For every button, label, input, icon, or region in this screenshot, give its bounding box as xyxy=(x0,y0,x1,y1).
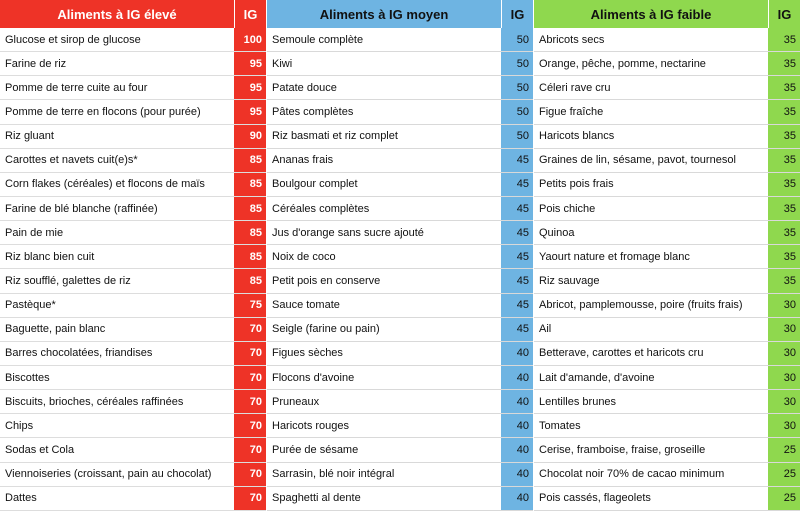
food-name: Abricots secs xyxy=(539,33,605,46)
table-row xyxy=(534,100,800,124)
ig-value: 25 xyxy=(768,463,800,486)
food-name: Petit pois en conserve xyxy=(272,274,381,287)
ig-value: 50 xyxy=(501,52,533,75)
food-name: Spaghetti al dente xyxy=(272,492,361,505)
ig-value: 35 xyxy=(768,197,800,220)
ig-value: 35 xyxy=(768,149,800,172)
food-name: Figue fraîche xyxy=(539,105,604,118)
low-ig-panel xyxy=(534,0,800,511)
ig-value: 85 xyxy=(234,149,266,172)
table-row xyxy=(0,28,266,52)
ig-value: 85 xyxy=(234,173,266,196)
food-name: Haricots blancs xyxy=(539,130,615,143)
food-name: Céréales complètes xyxy=(272,202,370,215)
food-name: Pâtes complètes xyxy=(272,105,354,118)
food-name: Petits pois frais xyxy=(539,178,614,191)
table-row xyxy=(267,414,533,438)
table-row xyxy=(534,76,800,100)
table-row xyxy=(534,28,800,52)
food-name: Carottes et navets cuit(e)s* xyxy=(5,154,138,167)
ig-value: 50 xyxy=(501,125,533,148)
table-row xyxy=(0,197,266,221)
low-ig-column-label: IG xyxy=(768,0,800,28)
table-row xyxy=(534,294,800,318)
table-row xyxy=(534,463,800,487)
food-name: Semoule complète xyxy=(272,33,364,46)
medium-ig-title: Aliments à IG moyen xyxy=(267,0,501,28)
high-ig-column-label: IG xyxy=(234,0,266,28)
table-row xyxy=(0,125,266,149)
food-name: Seigle (farine ou pain) xyxy=(272,323,380,336)
ig-value: 70 xyxy=(234,414,266,437)
food-name: Barres chocolatées, friandises xyxy=(5,347,153,360)
table-row xyxy=(267,294,533,318)
ig-value: 100 xyxy=(234,28,266,51)
medium-ig-panel xyxy=(267,0,533,511)
food-name: Biscottes xyxy=(5,371,50,384)
food-name: Chocolat noir 70% de cacao minimum xyxy=(539,468,725,481)
ig-value: 40 xyxy=(501,463,533,486)
ig-value: 35 xyxy=(768,125,800,148)
table-row xyxy=(0,318,266,342)
low-ig-rows xyxy=(534,28,800,511)
table-row xyxy=(0,100,266,124)
ig-value: 45 xyxy=(501,294,533,317)
ig-value: 95 xyxy=(234,76,266,99)
ig-value: 25 xyxy=(768,438,800,461)
table-row xyxy=(267,221,533,245)
ig-value: 70 xyxy=(234,390,266,413)
table-row xyxy=(267,463,533,487)
ig-value: 50 xyxy=(501,28,533,51)
table-row xyxy=(0,221,266,245)
table-row xyxy=(267,173,533,197)
food-name: Farine de blé blanche (raffinée) xyxy=(5,202,158,215)
ig-value: 30 xyxy=(768,366,800,389)
table-row xyxy=(0,414,266,438)
ig-value: 50 xyxy=(501,100,533,123)
food-name: Boulgour complet xyxy=(272,178,358,191)
ig-value: 70 xyxy=(234,487,266,510)
food-name: Riz gluant xyxy=(5,130,54,143)
ig-value: 30 xyxy=(768,318,800,341)
table-row xyxy=(267,366,533,390)
food-name: Purée de sésame xyxy=(272,443,359,456)
ig-value: 45 xyxy=(501,221,533,244)
ig-value: 40 xyxy=(501,366,533,389)
food-name: Pois cassés, flageolets xyxy=(539,492,651,505)
table-row xyxy=(267,52,533,76)
table-row xyxy=(0,149,266,173)
high-ig-rows xyxy=(0,28,266,511)
table-row xyxy=(534,487,800,511)
food-name: Riz sauvage xyxy=(539,274,600,287)
table-row xyxy=(0,366,266,390)
ig-value: 30 xyxy=(768,342,800,365)
ig-value: 70 xyxy=(234,463,266,486)
food-name: Tomates xyxy=(539,419,581,432)
ig-value: 35 xyxy=(768,76,800,99)
food-name: Pain de mie xyxy=(5,226,64,239)
table-row xyxy=(267,76,533,100)
table-row xyxy=(267,269,533,293)
table-row xyxy=(0,52,266,76)
food-name: Pastèque* xyxy=(5,299,56,312)
ig-value: 70 xyxy=(234,342,266,365)
food-name: Viennoiseries (croissant, pain au chocolat) xyxy=(5,468,212,481)
ig-value: 25 xyxy=(768,487,800,510)
high-ig-panel xyxy=(0,0,266,511)
ig-value: 40 xyxy=(501,342,533,365)
table-row xyxy=(534,342,800,366)
ig-value: 45 xyxy=(501,245,533,268)
ig-value: 90 xyxy=(234,125,266,148)
table-row xyxy=(534,221,800,245)
ig-value: 40 xyxy=(501,487,533,510)
table-row xyxy=(534,318,800,342)
food-name: Sarrasin, blé noir intégral xyxy=(272,468,395,481)
table-row xyxy=(267,100,533,124)
food-name: Haricots rouges xyxy=(272,419,350,432)
low-ig-header xyxy=(534,0,800,28)
medium-ig-column-label: IG xyxy=(501,0,533,28)
food-name: Céleri rave cru xyxy=(539,81,611,94)
ig-value: 35 xyxy=(768,245,800,268)
ig-value: 45 xyxy=(501,318,533,341)
table-row xyxy=(267,149,533,173)
food-name: Quinoa xyxy=(539,226,575,239)
food-name: Lait d'amande, d'avoine xyxy=(539,371,655,384)
table-row xyxy=(534,366,800,390)
table-row xyxy=(0,245,266,269)
food-name: Baguette, pain blanc xyxy=(5,323,106,336)
table-row xyxy=(0,342,266,366)
ig-value: 50 xyxy=(501,76,533,99)
food-name: Yaourt nature et fromage blanc xyxy=(539,250,690,263)
food-name: Dattes xyxy=(5,492,37,505)
ig-value: 40 xyxy=(501,414,533,437)
ig-value: 70 xyxy=(234,318,266,341)
food-name: Glucose et sirop de glucose xyxy=(5,33,141,46)
food-name: Riz blanc bien cuit xyxy=(5,250,95,263)
table-row xyxy=(267,342,533,366)
food-name: Riz basmati et riz complet xyxy=(272,130,398,143)
food-name: Lentilles brunes xyxy=(539,395,617,408)
ig-value: 85 xyxy=(234,197,266,220)
medium-ig-rows xyxy=(267,28,533,511)
food-name: Pois chiche xyxy=(539,202,596,215)
ig-value: 95 xyxy=(234,52,266,75)
food-name: Kiwi xyxy=(272,57,293,70)
food-name: Chips xyxy=(5,419,34,432)
table-row xyxy=(0,487,266,511)
food-name: Figues sèches xyxy=(272,347,343,360)
ig-value: 35 xyxy=(768,100,800,123)
ig-value: 45 xyxy=(501,197,533,220)
ig-value: 85 xyxy=(234,221,266,244)
table-row xyxy=(534,149,800,173)
food-name: Ail xyxy=(539,323,552,336)
ig-value: 70 xyxy=(234,438,266,461)
ig-value: 70 xyxy=(234,366,266,389)
table-row xyxy=(534,245,800,269)
food-name: Orange, pêche, pomme, nectarine xyxy=(539,57,706,70)
ig-value: 85 xyxy=(234,245,266,268)
table-row xyxy=(267,245,533,269)
ig-value: 35 xyxy=(768,221,800,244)
ig-value: 35 xyxy=(768,269,800,292)
ig-value: 45 xyxy=(501,149,533,172)
table-row xyxy=(534,414,800,438)
medium-ig-header xyxy=(267,0,533,28)
food-name: Ananas frais xyxy=(272,154,334,167)
table-row xyxy=(0,173,266,197)
ig-value: 35 xyxy=(768,173,800,196)
table-row xyxy=(267,438,533,462)
table-row xyxy=(534,390,800,414)
ig-value: 35 xyxy=(768,28,800,51)
table-row xyxy=(0,76,266,100)
food-name: Betterave, carottes et haricots cru xyxy=(539,347,704,360)
food-name: Corn flakes (céréales) et flocons de maïs xyxy=(5,178,205,191)
ig-value: 30 xyxy=(768,390,800,413)
table-row xyxy=(267,28,533,52)
ig-value: 85 xyxy=(234,269,266,292)
food-name: Flocons d'avoine xyxy=(272,371,355,384)
table-row xyxy=(0,294,266,318)
table-row xyxy=(0,269,266,293)
table-row xyxy=(267,318,533,342)
table-row xyxy=(534,125,800,149)
ig-value: 40 xyxy=(501,438,533,461)
ig-value: 40 xyxy=(501,390,533,413)
food-name: Abricot, pamplemousse, poire (fruits frais) xyxy=(539,299,743,312)
food-name: Noix de coco xyxy=(272,250,336,263)
low-ig-title: Aliments à IG faible xyxy=(534,0,768,28)
food-name: Sauce tomate xyxy=(272,299,340,312)
table-row xyxy=(267,390,533,414)
table-row xyxy=(534,438,800,462)
food-name: Biscuits, brioches, céréales raffinées xyxy=(5,395,184,408)
food-name: Patate douce xyxy=(272,81,337,94)
table-row xyxy=(534,269,800,293)
high-ig-title: Aliments à IG élevé xyxy=(0,0,234,28)
table-row xyxy=(0,438,266,462)
table-row xyxy=(534,52,800,76)
table-row xyxy=(0,390,266,414)
high-ig-header xyxy=(0,0,266,28)
ig-value: 95 xyxy=(234,100,266,123)
ig-value: 30 xyxy=(768,414,800,437)
food-name: Pomme de terre cuite au four xyxy=(5,81,148,94)
table-row xyxy=(267,487,533,511)
ig-value: 30 xyxy=(768,294,800,317)
food-name: Cerise, framboise, fraise, groseille xyxy=(539,443,706,456)
food-name: Graines de lin, sésame, pavot, tournesol xyxy=(539,154,736,167)
food-name: Riz soufflé, galettes de riz xyxy=(5,274,131,287)
ig-value: 35 xyxy=(768,52,800,75)
food-name: Pruneaux xyxy=(272,395,320,408)
ig-value: 75 xyxy=(234,294,266,317)
table-row xyxy=(0,463,266,487)
food-name: Sodas et Cola xyxy=(5,443,75,456)
table-row xyxy=(267,197,533,221)
table-row xyxy=(267,125,533,149)
food-name: Pomme de terre en flocons (pour purée) xyxy=(5,105,201,118)
table-row xyxy=(534,197,800,221)
food-name: Jus d'orange sans sucre ajouté xyxy=(272,226,424,239)
ig-value: 45 xyxy=(501,269,533,292)
ig-value: 45 xyxy=(501,173,533,196)
table-row xyxy=(534,173,800,197)
food-name: Farine de riz xyxy=(5,57,67,70)
